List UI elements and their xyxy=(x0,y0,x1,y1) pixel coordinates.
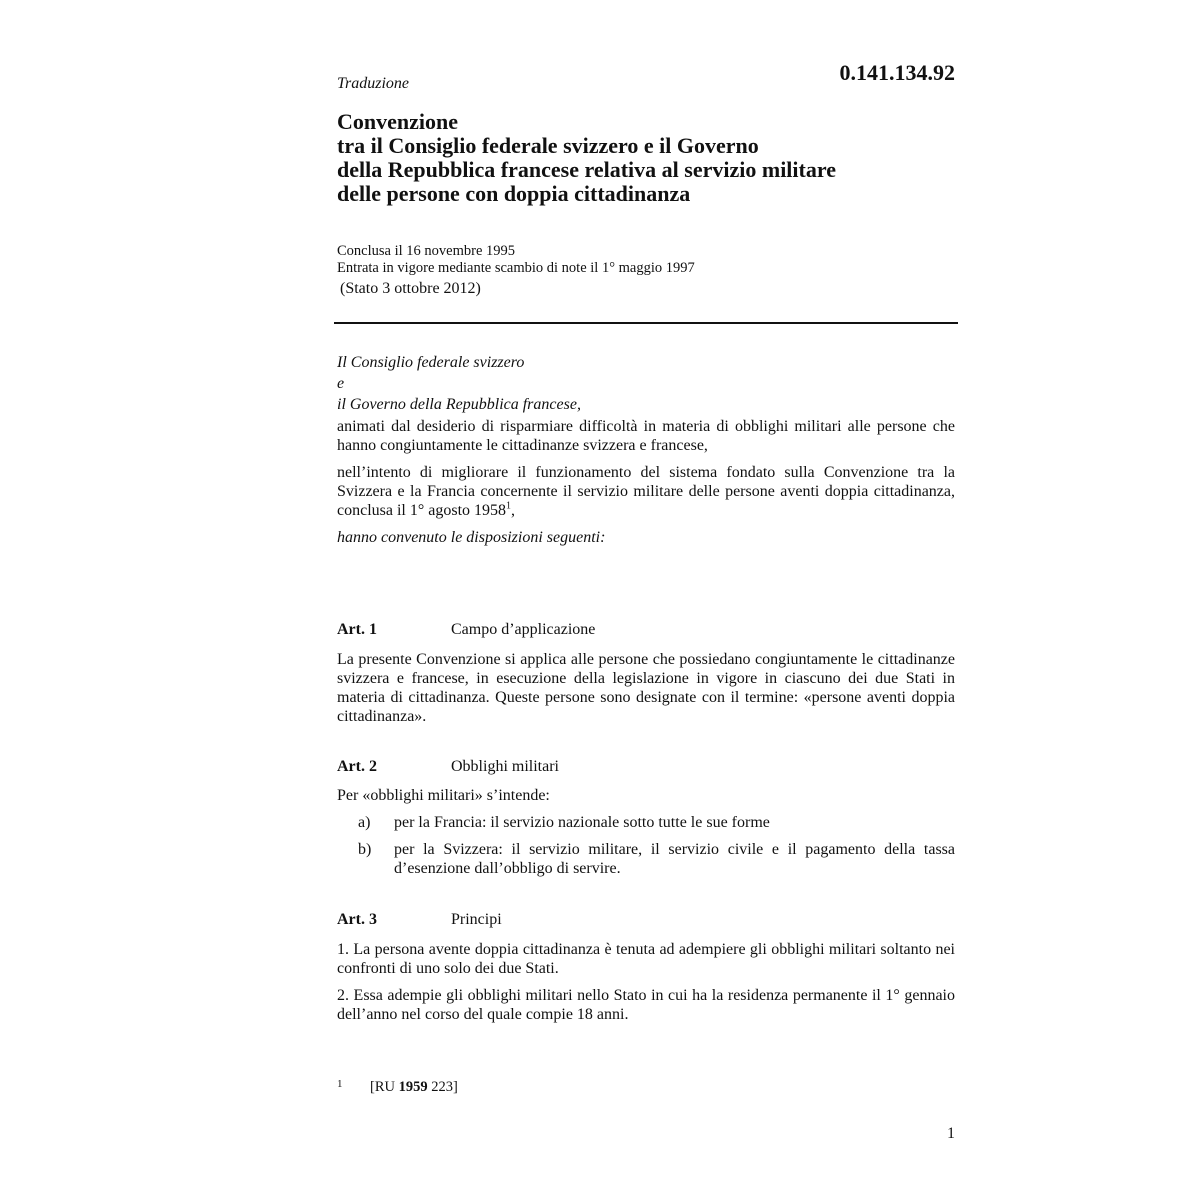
party-french: il Governo della Repubblica francese, xyxy=(337,396,581,413)
list-item xyxy=(337,840,955,878)
preamble xyxy=(337,352,955,555)
article-body-2 xyxy=(337,786,955,886)
article-number: Art. 1 xyxy=(337,621,377,638)
document-type-label: Traduzione xyxy=(337,75,410,92)
party-swiss: Il Consiglio federale svizzero xyxy=(337,354,525,371)
list-text: per la Francia: il servizio nazionale sotto tutte le sue forme xyxy=(394,814,770,831)
article-title: Campo d’applicazione xyxy=(451,621,596,638)
document-metadata xyxy=(337,243,977,297)
preamble-closing: hanno convenuto le disposizioni seguenti: xyxy=(337,529,606,546)
footnote-reference[interactable]: 1 xyxy=(506,500,512,512)
footnote: 1 [RU 1959 223] xyxy=(337,1078,458,1095)
article-paragraph: Per «obblighi militari» s’intende: xyxy=(337,787,550,804)
title-line: delle persone con doppia cittadinanza xyxy=(337,181,691,206)
entry-into-force: Entrata in vigore mediante scambio di note il 1° maggio 1997 xyxy=(337,260,695,276)
preamble-paragraph: animati dal desiderio di risparmiare difficoltà in materia di obblighi militari alle persone che hanno congiuntamente le cittadinanze svizzera e francese, xyxy=(337,418,955,454)
list-text: per la Svizzera: il servizio militare, il servizio civile e il pagamento della tassa d’esenzione dall’obbligo di servire. xyxy=(394,841,955,877)
title-line: Convenzione xyxy=(337,109,458,134)
list-marker: b) xyxy=(358,841,372,858)
article-paragraph: 2. Essa adempie gli obblighi militari nello Stato in cui ha la residenza permanente il 1° gennaio dell’anno nel corso del quale compie 18 anni. xyxy=(337,987,955,1023)
page-number: 1 xyxy=(947,1125,955,1142)
article-number: Art. 2 xyxy=(337,758,377,775)
article-number: Art. 3 xyxy=(337,911,377,928)
header-divider xyxy=(334,322,958,324)
article-body-3 xyxy=(337,940,955,1032)
article-heading-2 xyxy=(337,758,957,776)
article-title: Principi xyxy=(451,911,502,928)
title-line: della Repubblica francese relativa al servizio militare xyxy=(337,157,836,182)
list-item xyxy=(337,813,955,832)
document-title xyxy=(337,110,977,206)
article-paragraph: 1. La persona avente doppia cittadinanza è tenuta ad adempiere gli obblighi militari soltanto nei confronti di uno solo dei due Stati. xyxy=(337,941,955,977)
preamble-paragraph: nell’intento di migliorare il funzionamento del sistema fondato sulla Convenzione tra la Svizzera e la Francia concernente il servizio militare delle persone aventi doppia cittadinanza, conclusa il 1° agosto 1958$^1$, xyxy=(337,464,955,519)
sr-number: 0.141.134.92 xyxy=(839,60,955,85)
article-heading-1 xyxy=(337,621,957,639)
article-body-1 xyxy=(337,650,955,734)
contracting-parties xyxy=(337,352,955,415)
article-heading-3 xyxy=(337,911,957,929)
footnote-volume: 1959 xyxy=(398,1079,428,1095)
article-paragraph: La presente Convenzione si applica alle persone che possiedano congiuntamente le cittadinanze svizzera e francese, in esecuzione della legislazione in vigore in ciascuno dei due Stati in materia di cittadinanza. Queste persone sono designate con il termine: «persone aventi doppia cittadinanza». xyxy=(337,651,955,725)
status-date: (Stato 3 ottobre 2012) xyxy=(340,280,481,297)
party-conjunction: e xyxy=(337,375,345,392)
article-title: Obblighi militari xyxy=(451,758,559,775)
list-marker: a) xyxy=(358,814,371,831)
footnote-number: 1 xyxy=(337,1078,343,1090)
concluded-date: Conclusa il 16 novembre 1995 xyxy=(337,243,516,259)
title-line: tra il Consiglio federale svizzero e il Governo xyxy=(337,133,759,158)
